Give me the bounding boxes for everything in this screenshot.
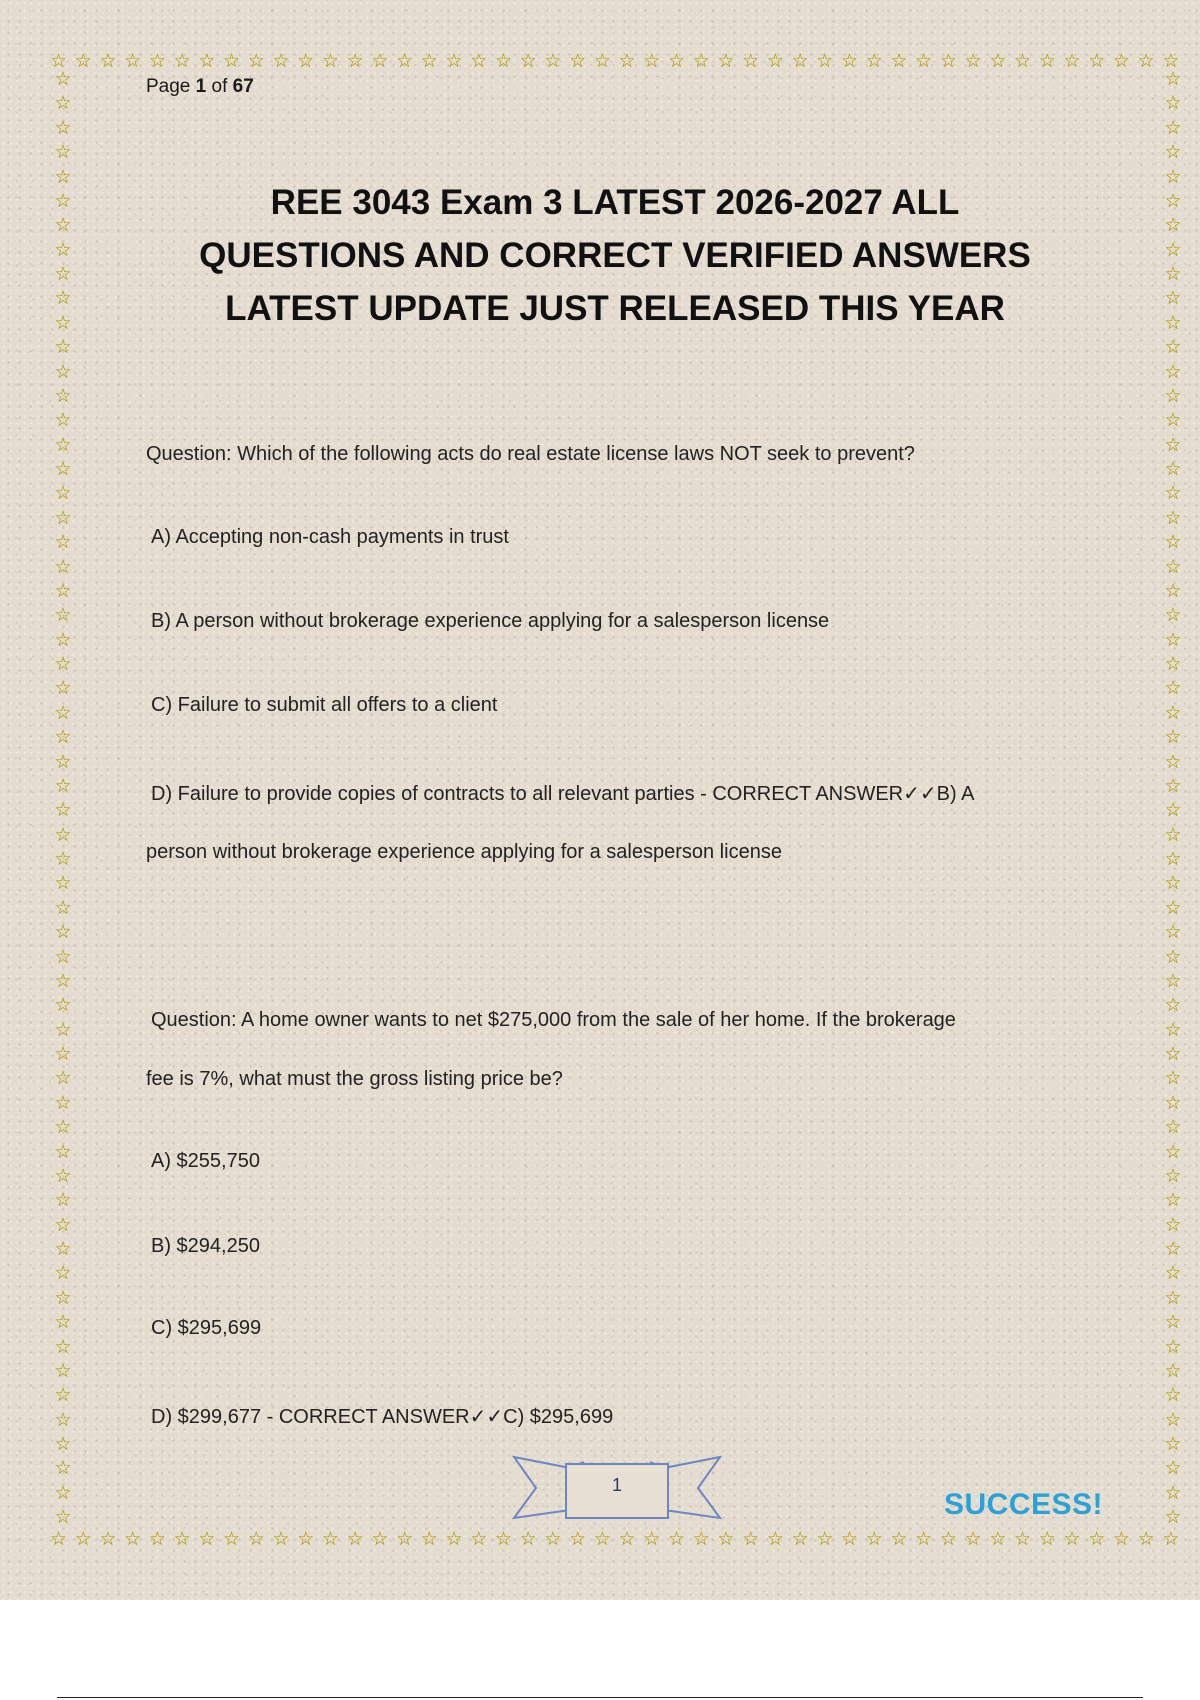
- star-icon: ☆: [54, 848, 72, 870]
- star-icon: ☆: [54, 506, 72, 529]
- star-icon: ☆: [1014, 1527, 1032, 1550]
- star-icon: ☆: [1164, 1506, 1182, 1529]
- star-icon: ☆: [1164, 1018, 1182, 1041]
- star-icon: ☆: [54, 921, 72, 944]
- star-icon: ☆: [1164, 263, 1182, 285]
- star-icon: ☆: [54, 1359, 72, 1382]
- star-border-left: [50, 70, 76, 1528]
- star-icon: ☆: [618, 49, 636, 72]
- star-icon: ☆: [1164, 360, 1182, 383]
- star-icon: ☆: [54, 823, 72, 846]
- star-icon: ☆: [54, 409, 72, 432]
- star-icon: ☆: [148, 49, 166, 72]
- star-icon: ☆: [74, 49, 92, 72]
- star-icon: ☆: [1164, 1262, 1182, 1285]
- star-icon: ☆: [54, 872, 72, 895]
- star-icon: ☆: [321, 1527, 339, 1550]
- star-icon: ☆: [1164, 433, 1182, 456]
- star-icon: ☆: [54, 750, 72, 773]
- success-slogan: SUCCESS!: [944, 1488, 1104, 1521]
- question-1-option-a: A) Accepting non-cash payments in trust: [151, 526, 509, 548]
- star-icon: ☆: [1137, 49, 1155, 72]
- star-icon: ☆: [643, 49, 661, 72]
- star-icon: ☆: [54, 116, 72, 139]
- star-icon: ☆: [1164, 458, 1182, 480]
- star-icon: ☆: [1164, 1433, 1182, 1455]
- star-icon: ☆: [54, 1481, 72, 1504]
- star-icon: ☆: [1164, 799, 1182, 822]
- star-icon: ☆: [593, 1527, 611, 1550]
- star-icon: ☆: [420, 49, 438, 72]
- star-icon: ☆: [445, 1527, 463, 1550]
- star-icon: ☆: [54, 1018, 72, 1041]
- star-icon: ☆: [1164, 1335, 1182, 1358]
- star-icon: ☆: [1164, 311, 1182, 334]
- star-icon: ☆: [54, 1262, 72, 1285]
- star-icon: ☆: [1164, 726, 1182, 749]
- page-number-ribbon: [512, 1454, 722, 1524]
- star-icon: ☆: [939, 1527, 957, 1550]
- star-icon: ☆: [569, 49, 587, 72]
- star-icon: ☆: [1162, 49, 1180, 72]
- star-icon: ☆: [890, 49, 908, 72]
- star-border-top: [50, 48, 1180, 74]
- star-icon: ☆: [717, 1527, 735, 1550]
- star-icon: ☆: [692, 49, 710, 72]
- star-icon: ☆: [54, 1189, 72, 1212]
- question-1-option-b: B) A person without brokerage experience applying for a salesperson license: [151, 610, 830, 632]
- star-icon: ☆: [816, 49, 834, 72]
- star-icon: ☆: [54, 896, 72, 919]
- star-icon: ☆: [54, 677, 72, 700]
- star-icon: ☆: [445, 49, 463, 72]
- star-icon: ☆: [54, 969, 72, 992]
- star-icon: ☆: [717, 49, 735, 72]
- title-line-3: LATEST UPDATE JUST RELEASED THIS YEAR: [225, 289, 1005, 328]
- footer-page-number: 1: [611, 1475, 622, 1495]
- star-icon: ☆: [766, 49, 784, 72]
- star-icon: ☆: [1164, 1457, 1182, 1480]
- star-icon: ☆: [54, 1457, 72, 1480]
- star-icon: ☆: [1164, 653, 1182, 675]
- star-icon: ☆: [618, 1527, 636, 1550]
- star-icon: ☆: [54, 945, 72, 968]
- star-icon: ☆: [865, 1527, 883, 1550]
- star-icon: ☆: [54, 653, 72, 675]
- star-icon: ☆: [1164, 921, 1182, 944]
- page-prefix: Page: [146, 76, 191, 97]
- star-icon: ☆: [1063, 1527, 1081, 1550]
- star-icon: ☆: [1164, 701, 1182, 724]
- star-icon: ☆: [1112, 1527, 1130, 1550]
- star-icon: ☆: [371, 49, 389, 72]
- star-icon: ☆: [1164, 1116, 1182, 1139]
- star-icon: ☆: [470, 1527, 488, 1550]
- question-2-option-c: C) $295,699: [151, 1317, 262, 1339]
- star-icon: ☆: [1164, 1481, 1182, 1504]
- star-icon: ☆: [1164, 848, 1182, 870]
- star-icon: ☆: [124, 1527, 142, 1550]
- star-icon: ☆: [198, 49, 216, 72]
- star-icon: ☆: [1112, 49, 1130, 72]
- star-icon: ☆: [1088, 49, 1106, 72]
- star-icon: ☆: [247, 1527, 265, 1550]
- question-2-option-b: B) $294,250: [151, 1235, 260, 1257]
- star-icon: ☆: [247, 49, 265, 72]
- bottom-rule: [57, 1697, 1143, 1698]
- star-icon: ☆: [54, 482, 72, 505]
- star-icon: ☆: [667, 1527, 686, 1550]
- star-icon: ☆: [1164, 1408, 1182, 1431]
- star-icon: ☆: [1164, 1311, 1182, 1334]
- page-total: 67: [232, 76, 254, 97]
- star-icon: ☆: [1164, 579, 1182, 602]
- star-icon: ☆: [841, 1527, 859, 1550]
- star-icon: ☆: [1164, 1067, 1182, 1090]
- star-icon: ☆: [1164, 238, 1182, 261]
- star-icon: ☆: [1164, 214, 1182, 237]
- question-1-option-d: D) Failure to provide copies of contracts to all relevant parties - CORRECT ANSWER✓✓B) A: [151, 783, 975, 805]
- star-icon: ☆: [1164, 823, 1182, 846]
- star-icon: ☆: [173, 1527, 191, 1550]
- question-1-text: Question: Which of the following acts do real estate license laws NOT seek to prevent?: [146, 443, 915, 465]
- star-icon: ☆: [1164, 555, 1182, 578]
- star-icon: ☆: [54, 141, 72, 164]
- star-icon: ☆: [915, 1527, 933, 1550]
- star-icon: ☆: [99, 1527, 117, 1550]
- star-icon: ☆: [1164, 1043, 1182, 1065]
- star-icon: ☆: [54, 1433, 72, 1455]
- star-icon: ☆: [791, 49, 809, 72]
- star-icon: ☆: [593, 49, 611, 72]
- star-icon: ☆: [791, 1527, 809, 1550]
- star-icon: ☆: [519, 1527, 537, 1550]
- star-icon: ☆: [223, 49, 241, 72]
- star-icon: ☆: [54, 238, 72, 261]
- star-icon: ☆: [54, 458, 72, 480]
- star-icon: ☆: [54, 1408, 72, 1431]
- star-icon: ☆: [54, 774, 72, 797]
- star-icon: ☆: [742, 1527, 760, 1550]
- star-icon: ☆: [989, 49, 1007, 72]
- star-icon: ☆: [54, 628, 72, 651]
- star-icon: ☆: [420, 1527, 438, 1550]
- star-icon: ☆: [54, 1286, 72, 1309]
- title-line-1: REE 3043 Exam 3 LATEST 2026-2027 ALL: [270, 183, 960, 222]
- star-icon: ☆: [865, 49, 883, 72]
- star-icon: ☆: [1164, 1359, 1182, 1382]
- star-icon: ☆: [964, 1527, 982, 1550]
- star-icon: ☆: [1164, 1091, 1182, 1114]
- star-icon: ☆: [1164, 336, 1182, 359]
- star-icon: ☆: [1164, 1164, 1182, 1187]
- star-icon: ☆: [54, 604, 72, 627]
- question-2-text-line-1: Question: A home owner wants to net $275,000 from the sale of her home. If the brokerage: [151, 1009, 956, 1031]
- star-icon: ☆: [964, 49, 982, 72]
- star-icon: ☆: [1164, 628, 1182, 651]
- star-icon: ☆: [54, 384, 72, 407]
- star-icon: ☆: [494, 1527, 512, 1550]
- question-2-option-a: A) $255,750: [151, 1150, 260, 1172]
- star-icon: ☆: [346, 49, 364, 72]
- star-icon: ☆: [396, 49, 414, 72]
- star-icon: ☆: [50, 49, 68, 72]
- star-icon: ☆: [321, 49, 339, 72]
- star-icon: ☆: [519, 49, 537, 72]
- star-icon: ☆: [1164, 969, 1182, 992]
- star-icon: ☆: [890, 1527, 908, 1550]
- star-icon: ☆: [1164, 750, 1182, 773]
- star-icon: ☆: [1137, 1527, 1155, 1550]
- star-icon: ☆: [297, 49, 315, 72]
- star-icon: ☆: [1164, 68, 1182, 90]
- star-icon: ☆: [54, 701, 72, 724]
- question-2-text-line-2: fee is 7%, what must the gross listing price be?: [146, 1068, 563, 1090]
- star-icon: ☆: [54, 531, 72, 554]
- star-icon: ☆: [692, 1527, 710, 1550]
- star-icon: ☆: [1162, 1527, 1180, 1550]
- star-icon: ☆: [54, 1213, 72, 1236]
- star-icon: ☆: [1063, 49, 1081, 72]
- question-1-option-c: C) Failure to submit all offers to a client: [151, 694, 498, 716]
- star-icon: ☆: [1164, 994, 1182, 1017]
- document-title: [140, 176, 1090, 335]
- star-icon: ☆: [74, 1527, 92, 1550]
- star-icon: ☆: [54, 726, 72, 749]
- star-icon: ☆: [1164, 482, 1182, 505]
- star-icon: ☆: [198, 1527, 216, 1550]
- star-border-bottom: [50, 1526, 1180, 1552]
- star-icon: ☆: [1164, 604, 1182, 627]
- star-icon: ☆: [1164, 677, 1182, 700]
- star-icon: ☆: [1164, 1189, 1182, 1212]
- star-icon: ☆: [1164, 1286, 1182, 1309]
- page-indicator: [146, 76, 254, 98]
- star-icon: ☆: [54, 579, 72, 602]
- star-icon: ☆: [1164, 1213, 1182, 1236]
- star-icon: ☆: [1164, 945, 1182, 968]
- star-icon: ☆: [54, 1116, 72, 1139]
- star-icon: ☆: [99, 49, 117, 72]
- star-icon: ☆: [1164, 92, 1182, 115]
- star-icon: ☆: [989, 1527, 1007, 1550]
- star-border-right: [1160, 70, 1186, 1528]
- star-icon: ☆: [544, 1527, 562, 1550]
- star-icon: ☆: [54, 165, 72, 188]
- star-icon: ☆: [54, 1067, 72, 1090]
- star-icon: ☆: [54, 214, 72, 237]
- star-icon: ☆: [569, 1527, 587, 1550]
- star-icon: ☆: [173, 49, 191, 72]
- star-icon: ☆: [54, 360, 72, 383]
- star-icon: ☆: [1164, 116, 1182, 139]
- star-icon: ☆: [1038, 1527, 1056, 1550]
- star-icon: ☆: [1164, 287, 1182, 310]
- star-icon: ☆: [1164, 872, 1182, 895]
- star-icon: ☆: [1088, 1527, 1106, 1550]
- star-icon: ☆: [54, 1091, 72, 1114]
- question-2-option-d: D) $299,677 - CORRECT ANSWER✓✓C) $295,699: [151, 1406, 614, 1428]
- star-icon: ☆: [371, 1527, 389, 1550]
- star-icon: ☆: [1164, 774, 1182, 797]
- star-icon: ☆: [1038, 49, 1056, 72]
- star-icon: ☆: [297, 1527, 315, 1550]
- star-icon: ☆: [54, 1311, 72, 1334]
- star-icon: ☆: [54, 311, 72, 334]
- star-icon: ☆: [54, 1043, 72, 1065]
- star-icon: ☆: [1164, 506, 1182, 529]
- star-icon: ☆: [54, 263, 72, 285]
- star-icon: ☆: [1164, 141, 1182, 164]
- star-icon: ☆: [1164, 165, 1182, 188]
- star-icon: ☆: [272, 1527, 290, 1550]
- star-icon: ☆: [643, 1527, 661, 1550]
- star-icon: ☆: [54, 799, 72, 822]
- star-icon: ☆: [54, 1506, 72, 1529]
- star-icon: ☆: [544, 49, 562, 72]
- star-icon: ☆: [766, 1527, 784, 1550]
- star-icon: ☆: [816, 1527, 834, 1550]
- star-icon: ☆: [54, 92, 72, 115]
- star-icon: ☆: [54, 287, 72, 310]
- star-icon: ☆: [1164, 409, 1182, 432]
- star-icon: ☆: [54, 336, 72, 359]
- star-icon: ☆: [54, 68, 72, 90]
- star-icon: ☆: [54, 433, 72, 456]
- star-icon: ☆: [1164, 531, 1182, 554]
- star-icon: ☆: [54, 994, 72, 1017]
- star-icon: ☆: [1014, 49, 1032, 72]
- star-icon: ☆: [915, 49, 933, 72]
- star-icon: ☆: [841, 49, 859, 72]
- star-icon: ☆: [1164, 189, 1182, 212]
- page-of: of: [211, 76, 228, 97]
- title-line-2: QUESTIONS AND CORRECT VERIFIED ANSWERS: [199, 236, 1031, 275]
- star-icon: ☆: [54, 1335, 72, 1358]
- star-icon: ☆: [396, 1527, 414, 1550]
- star-icon: ☆: [54, 1164, 72, 1187]
- star-icon: ☆: [494, 49, 512, 72]
- question-1-answer-continued: person without brokerage experience applying for a salesperson license: [146, 841, 782, 863]
- star-icon: ☆: [470, 49, 488, 72]
- star-icon: ☆: [1164, 1140, 1182, 1163]
- star-icon: ☆: [272, 49, 290, 72]
- star-icon: ☆: [54, 1238, 72, 1260]
- star-icon: ☆: [54, 555, 72, 578]
- star-icon: ☆: [54, 1384, 72, 1407]
- star-icon: ☆: [148, 1527, 166, 1550]
- star-icon: ☆: [223, 1527, 241, 1550]
- star-icon: ☆: [1164, 1384, 1182, 1407]
- star-icon: ☆: [667, 49, 686, 72]
- star-icon: ☆: [1164, 1238, 1182, 1260]
- star-icon: ☆: [124, 49, 142, 72]
- star-icon: ☆: [939, 49, 957, 72]
- star-icon: ☆: [1164, 896, 1182, 919]
- star-icon: ☆: [346, 1527, 364, 1550]
- star-icon: ☆: [1164, 384, 1182, 407]
- star-icon: ☆: [54, 189, 72, 212]
- star-icon: ☆: [742, 49, 760, 72]
- star-icon: ☆: [50, 1527, 68, 1550]
- star-icon: ☆: [54, 1140, 72, 1163]
- page-current: 1: [195, 76, 207, 97]
